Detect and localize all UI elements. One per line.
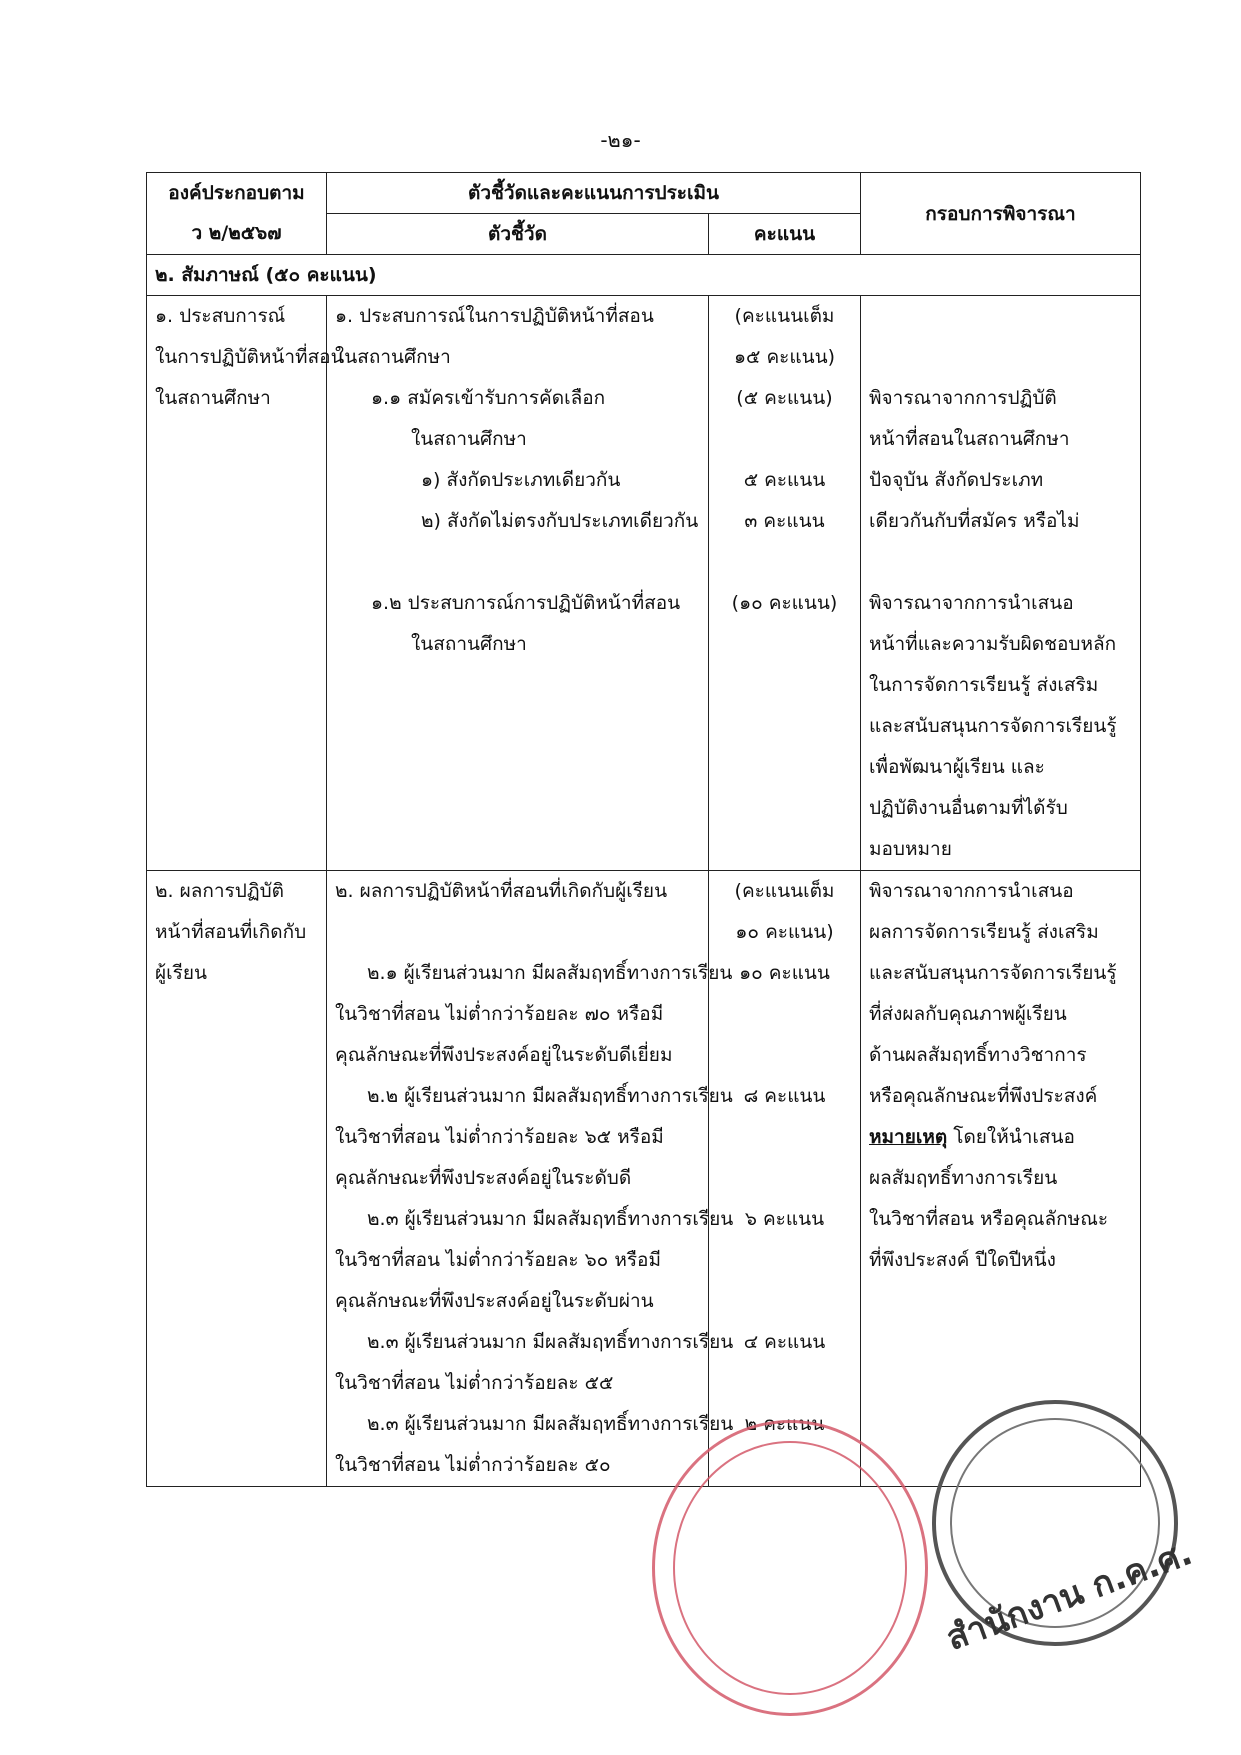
header-group: ตัวชี้วัดและคะแนนการประเมิน [327,173,861,214]
score-cell: (คะแนนเต็ม ๑๕ คะแนน) (๕ คะแนน) ๕ คะแนน ๓ คะแนน (๑๐ คะแนน) [709,296,861,871]
indicator-cell: ๑. ประสบการณ์ในการปฏิบัติหน้าที่สอน ในสถานศึกษา ๑.๑ สมัครเข้ารับการคัดเลือก ในสถานศึกษา ๑) สังกัดประเภทเดียวกัน ๒) สังกัดไม่ตรงกับประเภทเดียวกัน ๑.๒ ประสบการณ์การปฏิบัติหน้าที่สอน ในสถานศึกษา [327,296,709,871]
red-official-seal-icon [652,1420,928,1716]
stamp-text: สำนักงาน ก.ค.ศ. [941,1533,1198,1659]
component-cell: ๑. ประสบการณ์ ในการปฏิบัติหน้าที่สอน ในสถานศึกษา [147,296,327,871]
table-row [147,871,1141,1487]
header-criteria: กรอบการพิจารณา [861,173,1141,255]
page-number: -๒๑- [600,128,641,152]
note-line: หมายเหตุ โดยให้นำเสนอ [869,1126,1075,1148]
header-component: องค์ประกอบตาม ว ๒/๒๕๖๗ [147,173,327,255]
criteria-cell: พิจารณาจากการปฏิบัติ หน้าที่สอนในสถานศึกษา ปัจจุบัน สังกัดประเภท เดียวกันกับที่สมัคร หรือไม่ พิจารณาจากการนำเสนอ หน้าที่และความรับผิดชอบหลัก ในการจัดการเรียนรู้ ส่งเสริม และสนับสนุนการจัดการเรียนรู้ เพื่อพัฒนาผู้เรียน และ ปฏิบัติงานอื่นตามที่ได้รับ มอบหมาย [861,296,1141,871]
header-indicator: ตัวชี้วัด [327,214,709,255]
score-cell: (คะแนนเต็ม ๑๐ คะแนน) ๑๐ คะแนน ๘ คะแนน ๖ คะแนน ๔ คะแนน ๒ คะแนน [709,871,861,1487]
header-row-1 [147,173,1141,214]
indicator-cell: ๒. ผลการปฏิบัติหน้าที่สอนที่เกิดกับผู้เรียน ๒.๑ ผู้เรียนส่วนมาก มีผลสัมฤทธิ์ทางการเรียน ในวิชาที่สอน ไม่ต่ำกว่าร้อยละ ๗๐ หรือมี คุณลักษณะที่พึงประสงค์อยู่ในระดับดีเยี่ยม ๒.๒ ผู้เรียนส่วนมาก มีผลสัมฤทธิ์ทางการเรียน ในวิชาที่สอน ไม่ต่ำกว่าร้อยละ ๖๕ หรือมี คุณลักษณะที่พึงประสงค์อยู่ในระดับดี ๒.๓ ผู้เรียนส่วนมาก มีผลสัมฤทธิ์ทางการเรียน ในวิชาที่สอน ไม่ต่ำกว่าร้อยละ ๖๐ หรือมี คุณลักษณะที่พึงประสงค์อยู่ในระดับผ่าน ๒.๓ ผู้เรียนส่วนมาก มีผลสัมฤทธิ์ทางการเรียน ในวิชาที่สอน ไม่ต่ำกว่าร้อยละ ๕๕ ๒.๓ ผู้เรียนส่วนมาก มีผลสัมฤทธิ์ทางการเรียน ในวิชาที่สอน ไม่ต่ำกว่าร้อยละ ๕๐ [327,871,709,1487]
component-cell: ๒. ผลการปฏิบัติ หน้าที่สอนที่เกิดกับ ผู้เรียน [147,871,327,1487]
section-row [147,255,1141,296]
assessment-table [146,172,1141,1487]
header-score: คะแนน [709,214,861,255]
note-label: หมายเหตุ [869,1126,948,1148]
section-title: ๒. สัมภาษณ์ (๕๐ คะแนน) [147,255,1141,296]
table-row [147,296,1141,871]
criteria-cell: พิจารณาจากการนำเสนอ ผลการจัดการเรียนรู้ ส่งเสริม และสนับสนุนการจัดการเรียนรู้ ที่ส่งผลกับคุณภาพผู้เรียน ด้านผลสัมฤทธิ์ทางวิชาการ หรือคุณลักษณะที่พึงประสงค์ หมายเหตุ โดยให้นำเสนอ ผลสัมฤทธิ์ทางการเรียน ในวิชาที่สอน หรือคุณลักษณะ ที่พึงประสงค์ ปีใดปีหนึ่ง [861,871,1141,1487]
